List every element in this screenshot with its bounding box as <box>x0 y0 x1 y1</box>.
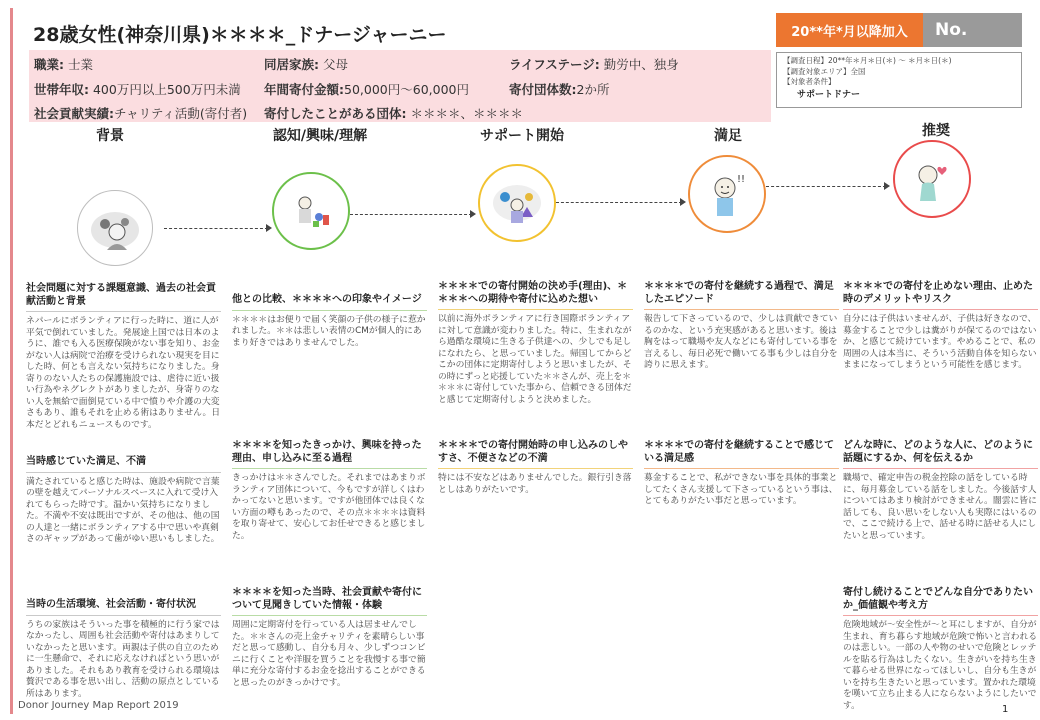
section-body: 危険地域が〜安全性が〜と耳にしますが、自分が生まれ、育ち暮らす地域が危険で怖いと言われるのは悲しい。一部の人や物のせいで危険とレッテルを貼る行為はしたくない。生きがいを持ち生きて暮らせる世界になってほしいし、自分も生きがいを持ち生きたいと思っています。置かれた環境を嘆いて立ち止まる人にならないようにしたいです。 <box>843 620 1038 711</box>
section-heading: 当時の生活環境、社会活動・寄付状況 <box>26 599 221 616</box>
survey-info-box <box>776 52 1022 108</box>
journey-arrow-4-head <box>884 182 890 190</box>
journey-arrow-1-head <box>266 224 272 232</box>
section-heading: 当時感じていた満足、不満 <box>26 456 221 473</box>
section-body: 募金することで、私ができない事を具体的事業としてたくさん支援して下さっているという事は、とてもありがたい事だと思っています。 <box>644 473 838 506</box>
section-body: ＊＊＊＊はお便りで届く笑顔の子供の様子に惹かれました。＊＊は悲しい表情のCMが個人的にあまり好きではありませんでした。 <box>232 314 426 348</box>
section-heading: 社会問題に対する課題意識、過去の社会貢献活動と背景 <box>26 283 221 312</box>
section-body: 特には不安などはありませんでした。銀行引き落としはありがたいです。 <box>438 473 632 495</box>
org-count-field: 寄付団体数:2か所 <box>509 82 610 97</box>
annual-donation-field: 年間寄付金額:50,000円〜60,000円 <box>264 82 469 97</box>
section-heading: ＊＊＊＊での寄付を止めない理由、止めた時のデメリットやリスク <box>843 281 1038 310</box>
section-body: 以前に海外ボランティアに行き国際ボランティアに対して意識が変わりました。特に、生まれながら過酷な環境に生きる子供達への、少しでも足しになれたら、と思っていました。帰国してからどこかの団体に定期寄付しようと思いましたが、その時にずっと応援していた＊＊さんが、売上を＊＊＊＊に寄付していた事から、信頼できる団体だと感じて定期寄付しようと決めました。 <box>438 314 632 405</box>
section-awareness-1 <box>232 294 427 349</box>
satisfaction-person-icon <box>688 155 766 233</box>
section-satisfaction-1 <box>644 281 839 372</box>
stage-start-title: サポート開始 <box>480 128 564 144</box>
stage-satisfaction-title: 満足 <box>714 128 742 144</box>
section-body: 職場で、確定申告の税金控除の話をしている時に、毎月募金している話をしました。今後話す人についてはあまり検討ができません。闇雲に皆に話しても、良い思いをしない人も実際にはいるので、ここで続ける上で、話せる時に話せる人にしたいと思っています。 <box>843 473 1037 541</box>
page-title: 28歳女性(神奈川県)＊＊＊＊_ドナージャーニー <box>33 24 447 46</box>
stage-awareness-title: 認知/興味/理解 <box>272 128 368 144</box>
journey-arrow-3-head <box>680 198 686 206</box>
section-recommend-3 <box>843 587 1038 712</box>
family-field: 同居家族: 父母 <box>264 57 348 72</box>
section-heading: どんな時に、どのような人に、どのように話題にするか、何を伝えるか <box>843 440 1038 469</box>
number-box: No. <box>923 13 1022 47</box>
survey-date: 【調査日程】20**年＊月＊日(＊) 〜 ＊月＊日(＊) <box>783 56 952 65</box>
donated-orgs-field: 寄付したことがある団体: ＊＊＊＊、＊＊＊＊ <box>264 106 523 121</box>
section-recommend-1 <box>843 281 1038 372</box>
occupation-field: 職業: 士業 <box>34 57 93 72</box>
stage-recommend-title: 推奨 <box>922 123 950 139</box>
journey-arrow-1 <box>164 228 268 229</box>
section-body: 周囲に定期寄付を行っている人は居ませんでした。＊＊さんの売上金チャリティを素晴らしい事だと思って感動し、自分も月々、少しずつコンビニに行くことや洋服を買うことを我慢する事で簡単に充分な寄付するお金を捻出することができると思ったのがきっかけです。 <box>232 620 426 688</box>
survey-area: 【調査対象エリア】全国 <box>783 66 866 76</box>
section-awareness-2 <box>232 440 427 542</box>
stage-background-title: 背景 <box>96 128 124 144</box>
section-recommend-2 <box>843 440 1038 542</box>
section-body: 自分には子供はいませんが、子供は好きなので、募金することで少しは糞がりが保てるのではないか、と感じて続けています。やめることで、私の周囲の人は本当に、そういう活動自体を知らないままになってしまうという可能性を感じます。 <box>843 314 1037 370</box>
period-badge: 20**年*月以降加入 <box>776 13 923 47</box>
section-heading: ＊＊＊＊での寄付を継続することで感じている満足感 <box>644 440 839 469</box>
social-record-field: 社会貢献実績:チャリティ活動(寄付者) <box>34 106 248 121</box>
section-heading: ＊＊＊＊での寄付開始の決め手(理由)、＊＊＊＊への期待や寄付に込めた想い <box>438 281 633 310</box>
section-body: きっかけは＊＊さんでした。それまではあまりボランティア団体について、今もですが詳しくはわかってないと思います。ですが他団体では良くない方面の噂もあったので、その点＊＊＊＊は資料を取り寄せて、安心してお任せできると感じました。 <box>232 473 426 541</box>
section-body: 満たされていると感じた時は、施設や病院で言葉の壁を越えてパーソナルスペースに入れて受け入れてもらった時です。温かい気持ちになりました。不満や不安は既出ですが、その他は、他の国の人達と一緒にボランティアする中で思いや真剣さのギャップがあって歯がゆい思いもしました。 <box>26 476 220 544</box>
section-heading: ＊＊＊＊を知ったきっかけ、興味を持った理由、申し込みに至る過程 <box>232 440 427 469</box>
section-body: うちの家族はそういった事を積極的に行う家ではなかったし、周囲も社会活動や寄付はあまりしていなかったと思います。両親は子供の自立のために一生懸命で、それに応えなければという思いがありました。それもあり教育を受けられる環境は贅沢である事を思い出し、活動の原点としている所はあります。 <box>26 619 220 699</box>
journey-arrow-2-head <box>470 210 476 218</box>
section-heading: ＊＊＊＊での寄付開始時の申し込みのしやすさ、不便さなどの不満 <box>438 440 633 469</box>
section-body: 報告して下さっているので、少しは貢献できているのかな、という充実感があると思います。後は胸をはって職場や友人などにも寄付している事を言えるし、毎日必死で働いてる事も少しは自分を誇りに思えます。 <box>644 314 838 370</box>
section-background-2 <box>26 456 221 546</box>
section-heading: 寄付し続けることでどんな自分でありたいか_価値観や考え方 <box>843 587 1038 616</box>
section-start-1 <box>438 281 633 406</box>
report-footer: Donor Journey Map Report 2019 <box>18 700 179 711</box>
section-background-3 <box>26 599 221 700</box>
income-field: 世帯年収: 400万円以上500万円未満 <box>34 82 241 97</box>
lifestage-field: ライフステージ: 勤労中、独身 <box>509 57 679 72</box>
svg-text:!!: !! <box>737 174 746 185</box>
awareness-person-icon <box>272 172 350 250</box>
section-satisfaction-2 <box>644 440 839 508</box>
accent-bar <box>10 8 13 714</box>
survey-condition: 【対象者条件】 <box>783 77 836 86</box>
background-person-icon <box>77 190 153 266</box>
section-heading: ＊＊＊＊での寄付を継続する過程で、満足したエピソード <box>644 281 839 310</box>
section-start-2 <box>438 440 633 496</box>
page-number: 1 <box>1002 704 1009 715</box>
start-person-icon <box>478 164 556 242</box>
section-heading: ＊＊＊＊を知った当時、社会貢献や寄付について見聞きしていた情報・体験 <box>232 587 427 616</box>
journey-arrow-2 <box>350 214 472 215</box>
journey-arrow-4 <box>766 186 886 187</box>
section-awareness-3 <box>232 587 427 689</box>
section-background-1 <box>26 283 221 431</box>
section-body: ネパールにボランティアに行った時に、道に人が平気で倒れていました。発展途上国では日本のように、誰でも入る医療保険がない事を知り、お金がない人は病院で治療を受けられない現実を目にした時、何とも言えない気持ちになりました。身寄りのない人たちの保護施設では、虐待に近い扱い行為やネグレクトがありましたが、身寄りのない人を無給で面倒見ている中で憤りや介護の大変さもあり、誰もそれを止める術はありません。日本だとどれもニュースものです。 <box>26 316 221 430</box>
profile-panel <box>29 50 771 122</box>
recommend-person-icon <box>893 140 971 218</box>
section-heading: 他との比較、＊＊＊＊への印象やイメージ <box>232 294 427 311</box>
journey-arrow-3 <box>556 202 682 203</box>
survey-target: サポートドナー <box>797 89 861 100</box>
